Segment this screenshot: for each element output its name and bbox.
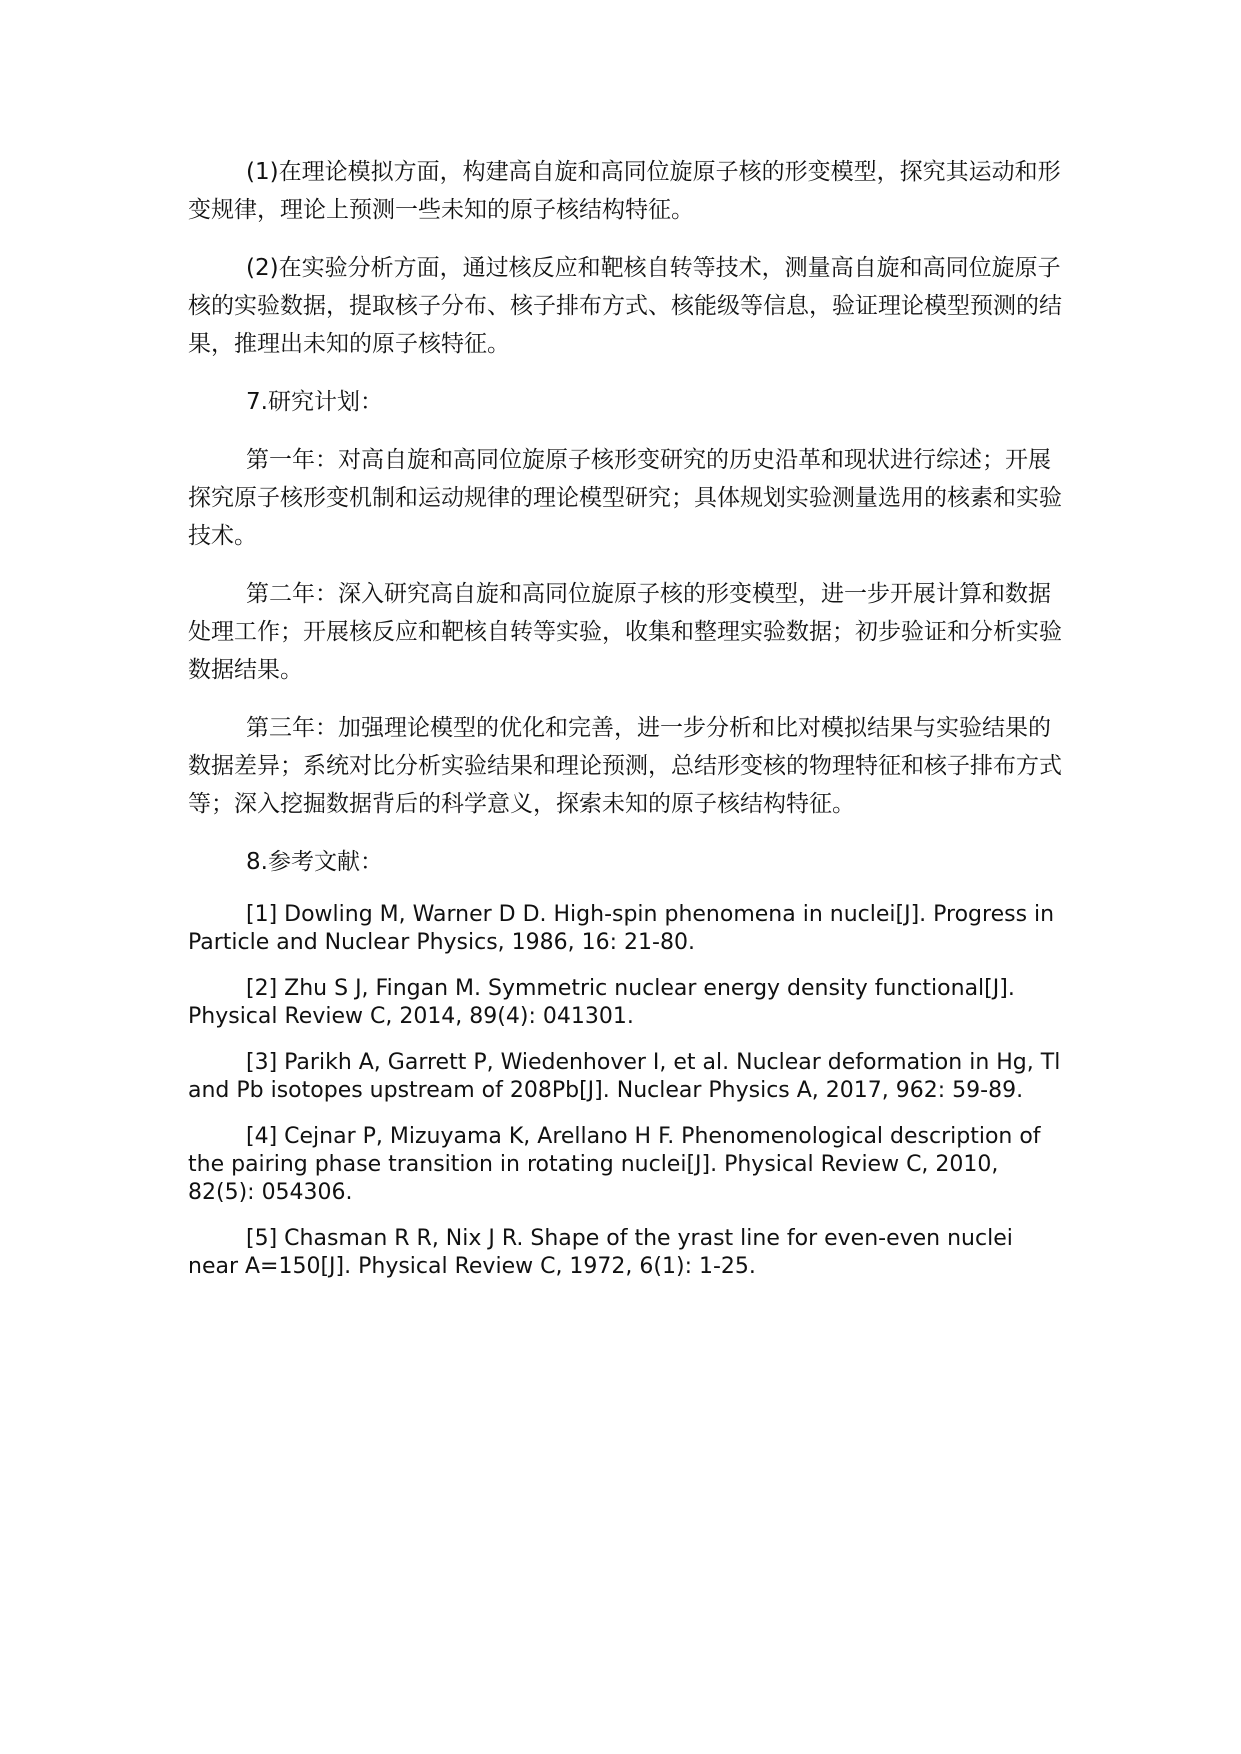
reference-item: [4] Cejnar P, Mizuyama K, Arellano H F. Phenomenological description of the pairing phase transition in rotating nuclei[J]. Physical Review C, 2010, 82(5): 054306. (188, 1124, 1041, 1205)
heading-references: 8.参考文献： (246, 849, 383, 875)
paragraph-year-one: 第一年：对高自旋和高同位旋原子核形变研究的历史沿革和现状进行综述；开展探究原子核形变机制和运动规律的理论模型研究；具体规划实验测量选用的核素和实验技术。 (188, 447, 1062, 549)
reference-item: [2] Zhu S J, Fingan M. Symmetric nuclear energy density functional[J]. Physical Review C, 2014, 89(4): 041301. (188, 976, 1015, 1029)
reference-item: [5] Chasman R R, Nix J R. Shape of the yrast line for even-even nuclei near A=150[J]. Physical Review C, 1972, 6(1): 1-25. (188, 1226, 1013, 1279)
paragraph-experiment-analysis: (2)在实验分析方面，通过核反应和靶核自转等技术，测量高自旋和高同位旋原子核的实验数据，提取核子分布、核子排布方式、核能级等信息，验证理论模型预测的结果，推理出未知的原子核特征。 (188, 255, 1062, 357)
page-content (188, 153, 1068, 1299)
paragraph-year-two: 第二年：深入研究高自旋和高同位旋原子核的形变模型，进一步开展计算和数据处理工作；开展核反应和靶核自转等实验，收集和整理实验数据；初步验证和分析实验数据结果。 (188, 581, 1062, 683)
reference-item: [3] Parikh A, Garrett P, Wiedenhover I, et al. Nuclear deformation in Hg, Tl and Pb isotopes upstream of 208Pb[J]. Nuclear Physics A, 2017, 962: 59-89. (188, 1050, 1061, 1103)
heading-research-plan: 7.研究计划： (246, 389, 383, 415)
reference-item: [1] Dowling M, Warner D D. High-spin phenomena in nuclei[J]. Progress in Particle and Nuclear Physics, 1986, 16: 21-80. (188, 902, 1055, 955)
paragraph-year-three: 第三年：加强理论模型的优化和完善，进一步分析和比对模拟结果与实验结果的数据差异；系统对比分析实验结果和理论预测，总结形变核的物理特征和核子排布方式等；深入挖掘数据背后的科学意义，探索未知的原子核结构特征。 (188, 715, 1062, 817)
paragraph-theory-simulation: (1)在理论模拟方面，构建高自旋和高同位旋原子核的形变模型，探究其运动和形变规律，理论上预测一些未知的原子核结构特征。 (188, 159, 1061, 223)
